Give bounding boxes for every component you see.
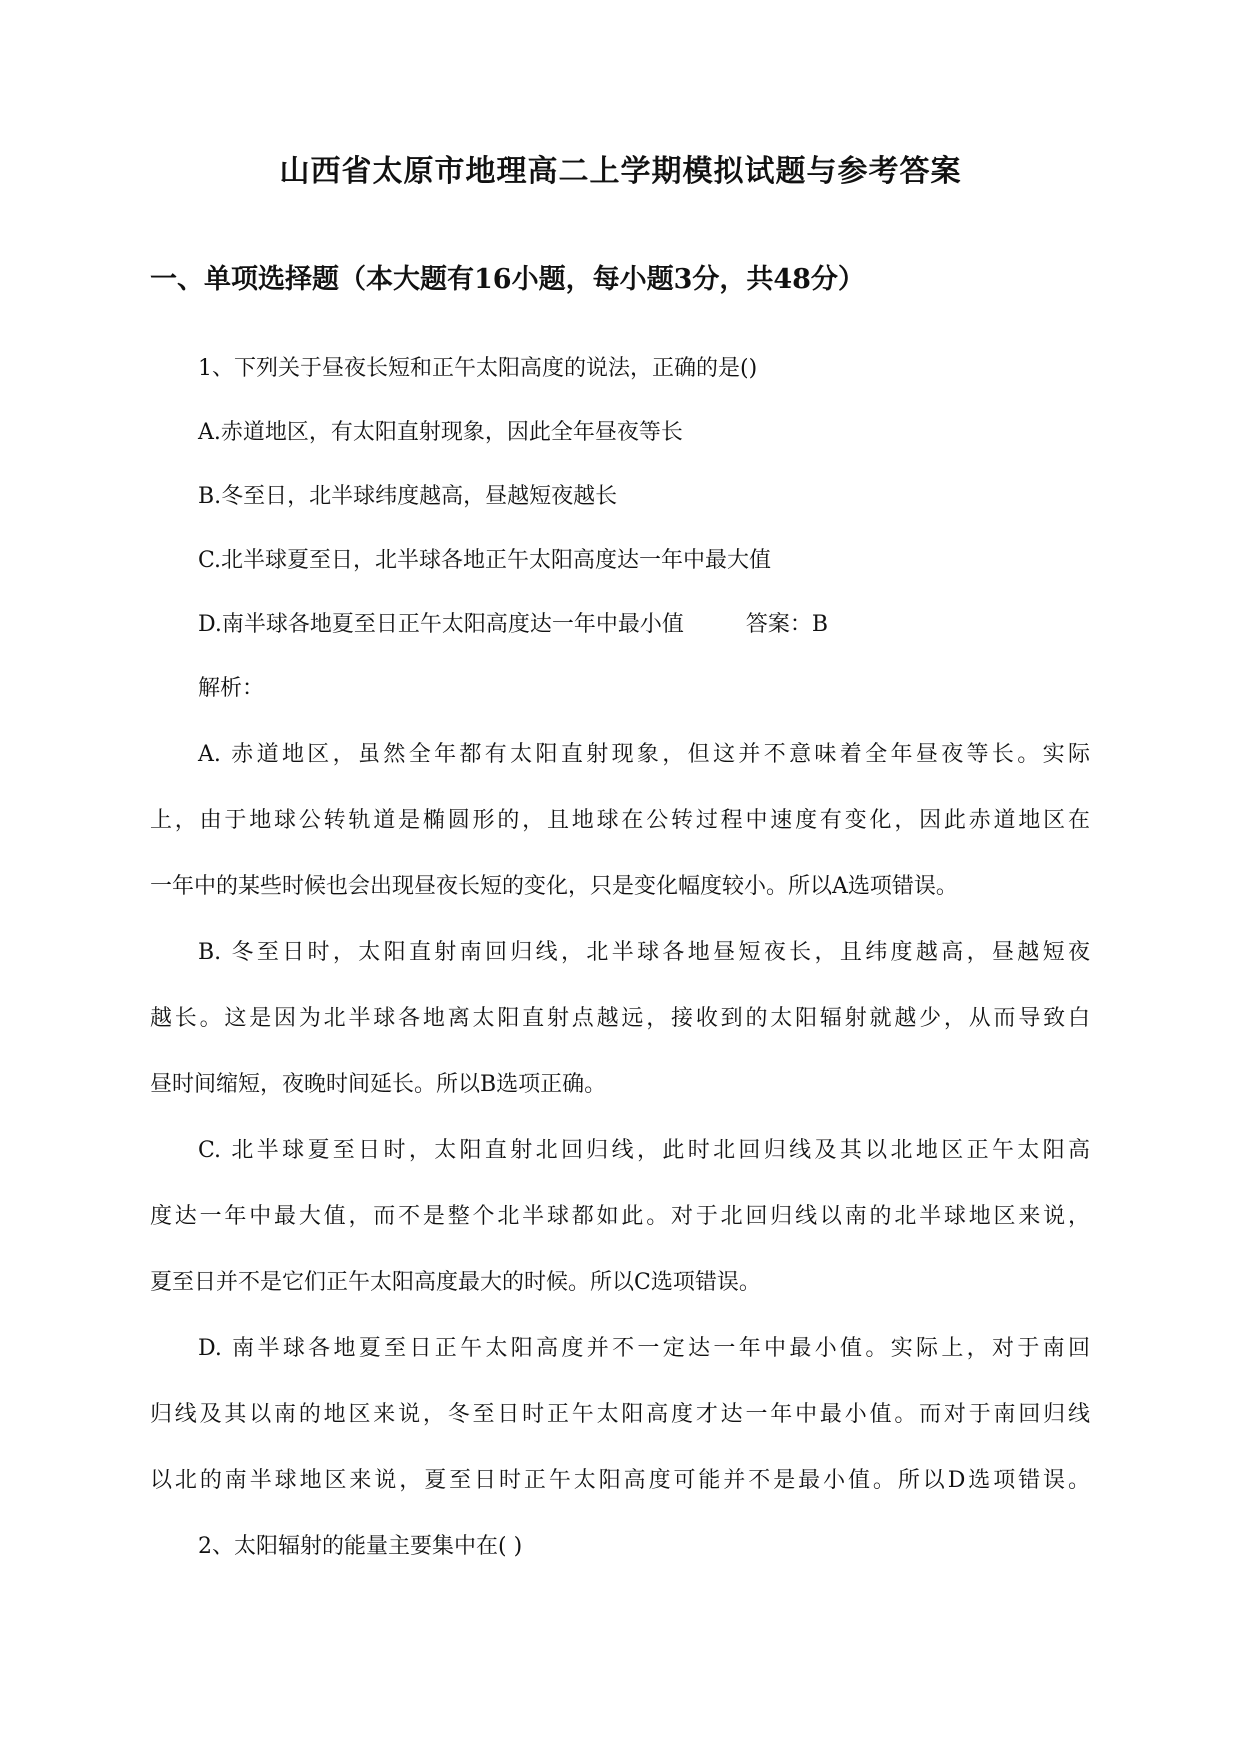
question-1-option-a: A.赤道地区，有太阳直射现象，因此全年昼夜等长 (198, 420, 683, 445)
analysis-label: 解析： (198, 676, 265, 701)
analysis-d-line-3: 以北的南半球地区来说，夏至日时正午太阳高度可能并不是最小值。所以D选项错误。 (150, 1468, 1090, 1493)
question-1-option-c: C.北半球夏至日，北半球各地正午太阳高度达一年中最大值 (198, 548, 772, 573)
analysis-b-line-2: 越长。这是因为北半球各地离太阳直射点越远，接收到的太阳辐射就越少，从而导致白 (150, 1006, 1090, 1031)
analysis-a-line-2: 上，由于地球公转轨道是椭圆形的，且地球在公转过程中速度有变化，因此赤道地区在 (150, 808, 1090, 833)
analysis-c-line-3: 夏至日并不是它们正午太阳高度最大的时候。所以C选项错误。 (150, 1270, 761, 1295)
analysis-a-line-3: 一年中的某些时候也会出现昼夜长短的变化，只是变化幅度较小。所以A选项错误。 (150, 874, 958, 899)
question-1-answer: 答案：B (745, 612, 829, 637)
question-1-option-b: B.冬至日，北半球纬度越高，昼越短夜越长 (198, 484, 618, 509)
analysis-c-line-1: C. 北半球夏至日时，太阳直射北回归线，此时北回归线及其以北地区正午太阳高 (198, 1138, 1090, 1163)
document-title: 山西省太原市地理高二上学期模拟试题与参考答案 (279, 154, 962, 189)
section-heading: 一、单项选择题（本大题有16小题，每小题3分，共48分） (150, 264, 865, 295)
analysis-d-line-1: D. 南半球各地夏至日正午太阳高度并不一定达一年中最小值。实际上，对于南回 (198, 1336, 1090, 1361)
analysis-d-line-2: 归线及其以南的地区来说，冬至日时正午太阳高度才达一年中最小值。而对于南回归线 (150, 1402, 1090, 1427)
question-1-option-d-row (198, 610, 828, 640)
question-2-stem: 2、太阳辐射的能量主要集中在( ) (198, 1534, 523, 1559)
question-1-stem: 1、下列关于昼夜长短和正午太阳高度的说法，正确的是() (198, 356, 758, 381)
question-1-option-d: D.南半球各地夏至日正午太阳高度达一年中最小值 (198, 612, 684, 637)
analysis-a-line-1: A. 赤道地区，虽然全年都有太阳直射现象，但这并不意味着全年昼夜等长。实际 (198, 742, 1090, 767)
analysis-b-line-3: 昼时间缩短，夜晚时间延长。所以B选项正确。 (150, 1072, 607, 1097)
analysis-c-line-2: 度达一年中最大值，而不是整个北半球都如此。对于北回归线以南的北半球地区来说， (150, 1204, 1090, 1229)
analysis-b-line-1: B. 冬至日时，太阳直射南回归线，北半球各地昼短夜长，且纬度越高，昼越短夜 (198, 940, 1090, 965)
